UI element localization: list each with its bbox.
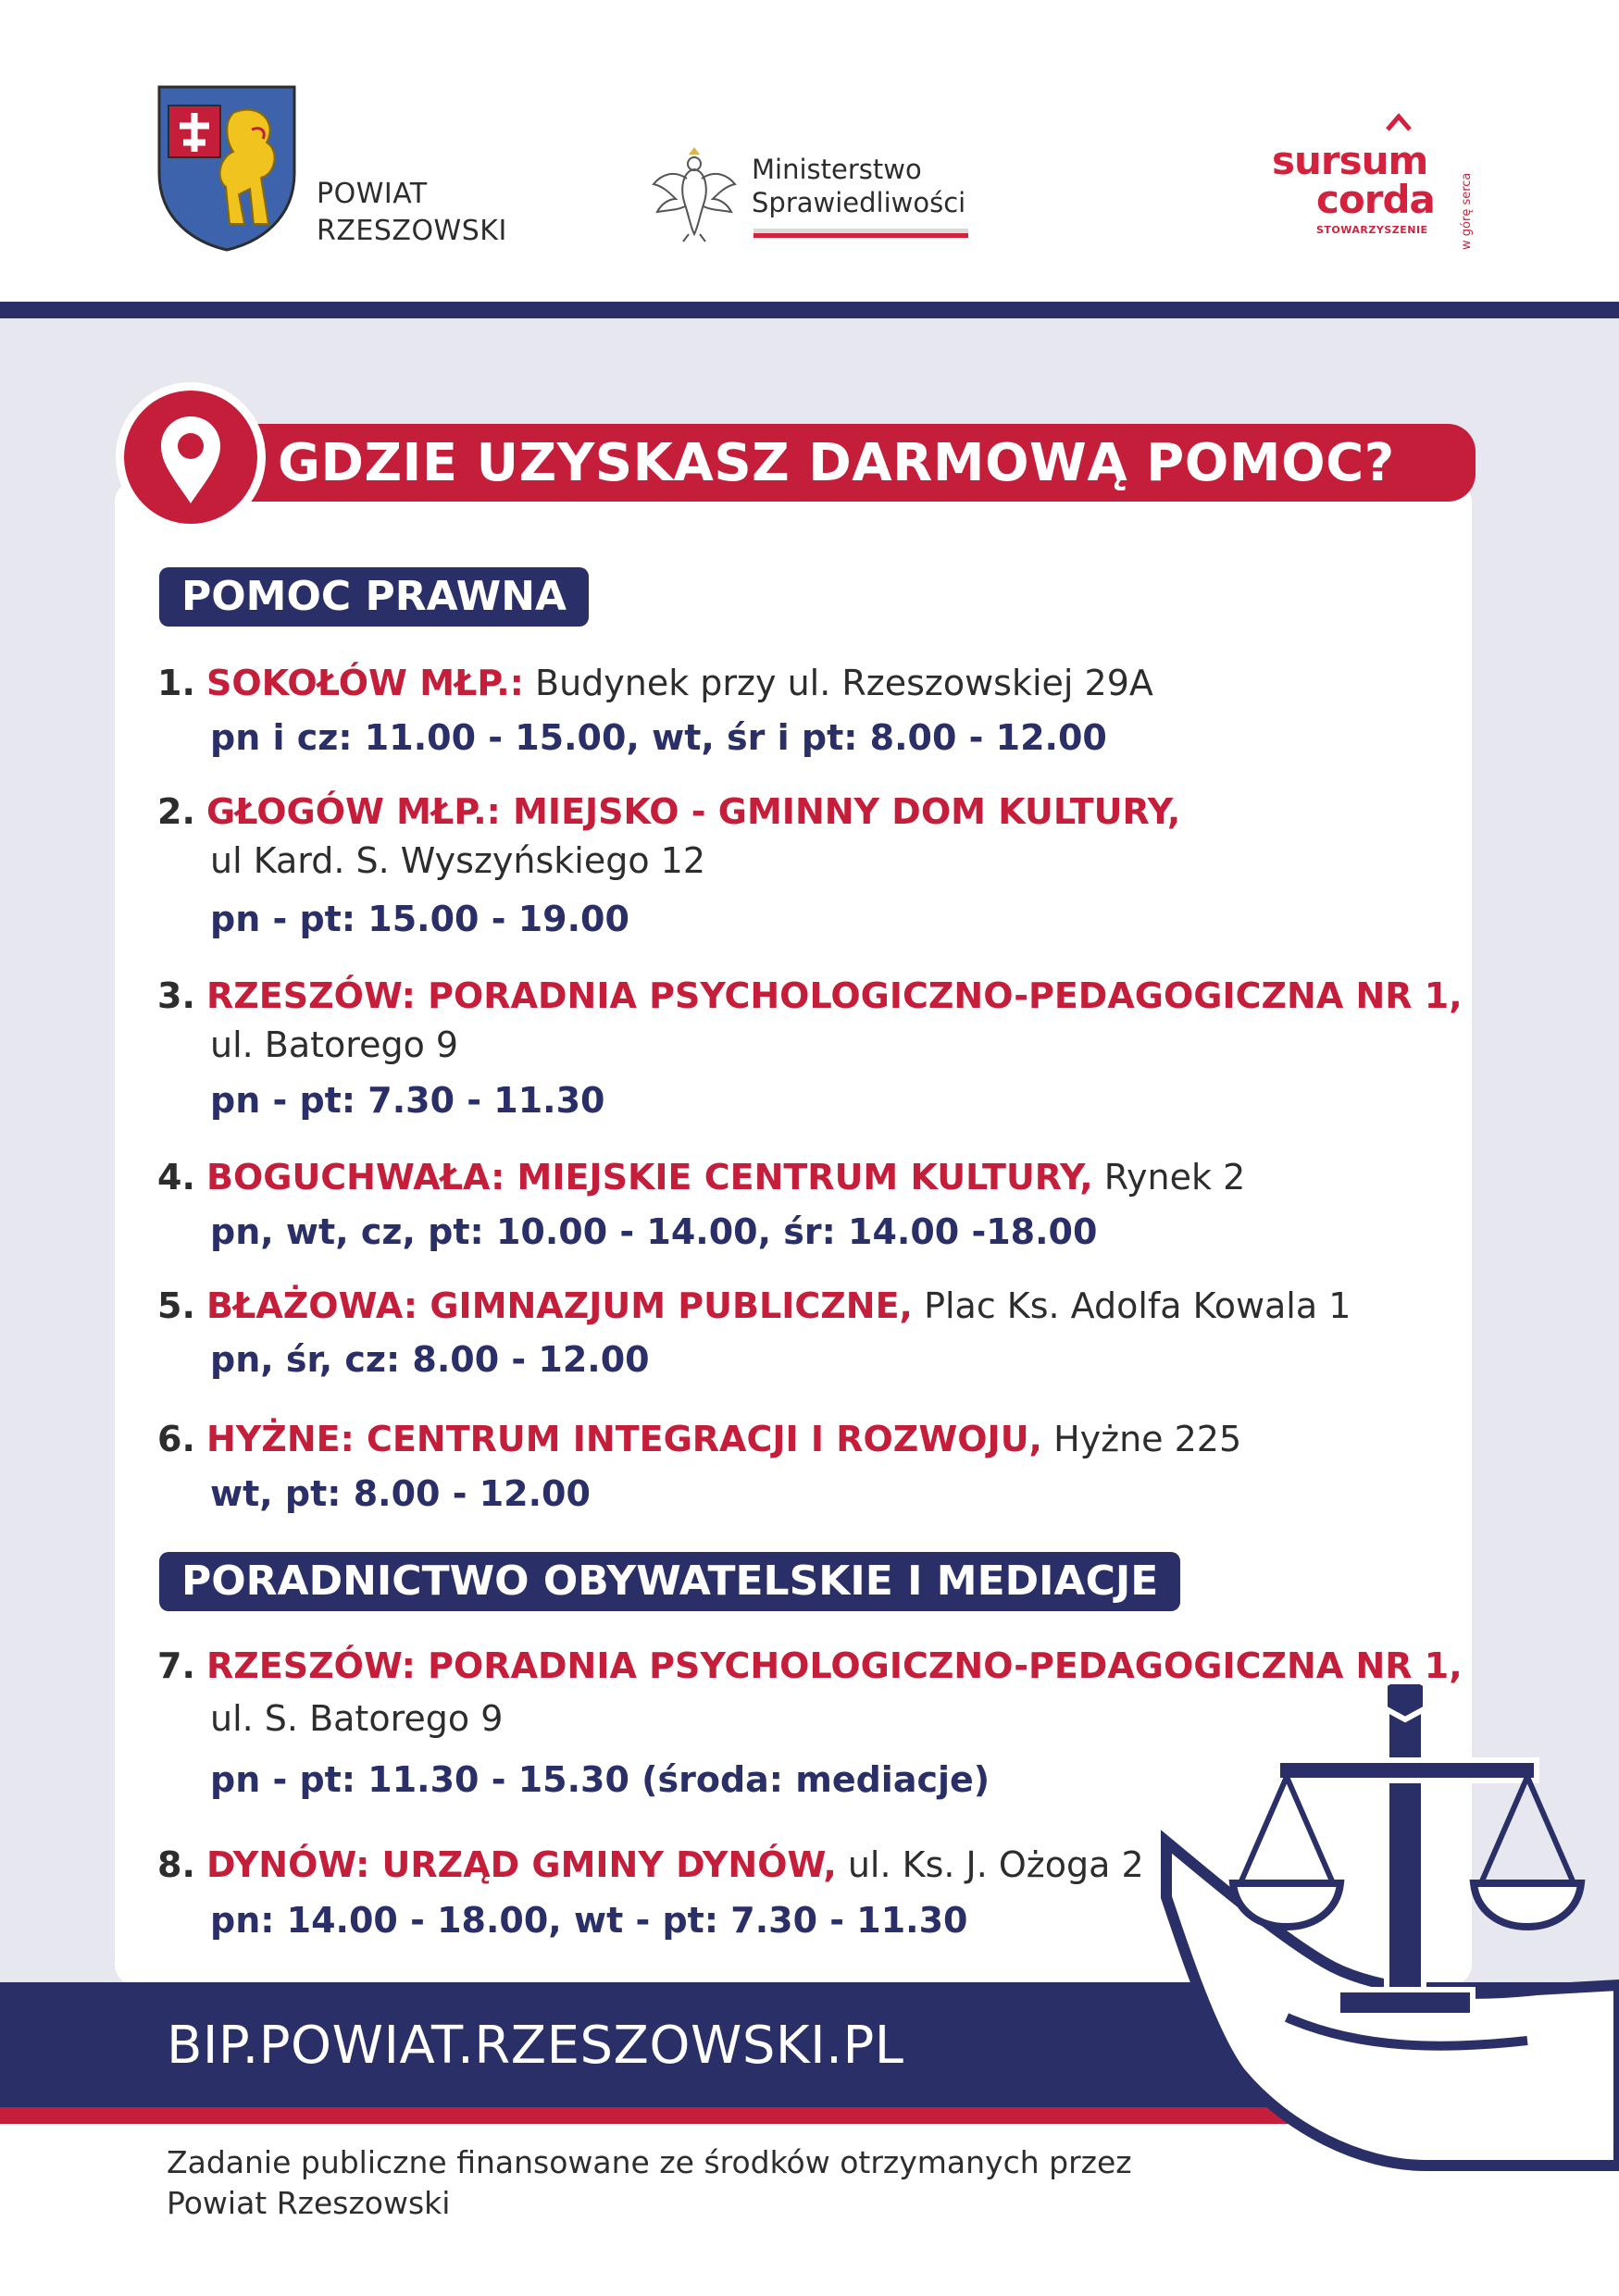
pin-badge xyxy=(116,382,266,532)
list-item-hours: pn, śr, cz: 8.00 - 12.00 xyxy=(210,1339,650,1380)
sursum-sub: STOWARZYSZENIE xyxy=(1316,224,1428,236)
list-item-4-heading xyxy=(157,1154,1245,1200)
list-item-number: 5. xyxy=(157,1285,195,1326)
coat-of-arms-icon xyxy=(157,85,296,252)
ministry-flag xyxy=(753,229,968,238)
list-item-place: RZESZÓW: PORADNIA PSYCHOLOGICZNO-PEDAGOGICZNA NR 1, xyxy=(205,1645,1463,1686)
list-item-number: 2. xyxy=(157,791,195,832)
list-item-5-heading xyxy=(157,1283,1351,1329)
list-item-8-heading xyxy=(157,1842,1144,1888)
location-pin-icon xyxy=(124,391,257,524)
list-item-place: BOGUCHWAŁA: MIEJSKIE CENTRUM KULTURY, xyxy=(205,1157,1093,1198)
list-item-hours: pn - pt: 11.30 - 15.30 (środa: mediacje) xyxy=(210,1759,990,1800)
list-item-6-heading xyxy=(157,1416,1241,1462)
section-legal-aid-label: POMOC PRAWNA xyxy=(159,567,589,627)
list-item-address: Plac Ks. Adolfa Kowala 1 xyxy=(912,1285,1351,1326)
footer-note-line2: Powiat Rzeszowski xyxy=(167,2185,451,2221)
sursum-word1: sursum xyxy=(1272,138,1428,183)
list-item-address: ul Kard. S. Wyszyńskiego 12 xyxy=(210,840,706,881)
list-item-number: 3. xyxy=(157,975,195,1016)
list-item-hours: pn i cz: 11.00 - 15.00, wt, śr i pt: 8.00 - 12.00 xyxy=(210,717,1107,758)
list-item-address: ul. Ks. J. Ożoga 2 xyxy=(836,1844,1144,1885)
sursum-corda-logo xyxy=(1268,113,1490,252)
list-item-place: SOKOŁÓW MŁP.: xyxy=(205,663,524,703)
footer-url: BIP.POWIAT.RZESZOWSKI.PL xyxy=(167,2016,904,2076)
header-rule xyxy=(0,302,1619,318)
list-item-hours: wt, pt: 8.00 - 12.00 xyxy=(210,1473,591,1514)
eagle-emblem-icon xyxy=(648,142,741,243)
justice-scale-icon xyxy=(1148,1684,1619,2296)
list-item-number: 4. xyxy=(157,1157,195,1198)
list-item-address: ul. S. Batorego 9 xyxy=(210,1698,504,1739)
list-item-place: GŁOGÓW MŁP.: MIEJSKO - GMINNY DOM KULTURY, xyxy=(205,791,1181,832)
list-item-hours: pn - pt: 15.00 - 19.00 xyxy=(210,899,629,939)
sursum-caret-icon xyxy=(1385,113,1413,131)
ministry-name xyxy=(752,153,965,219)
list-item-place: DYNÓW: URZĄD GMINY DYNÓW, xyxy=(205,1844,837,1885)
list-item-number: 6. xyxy=(157,1419,195,1459)
list-item-2-heading xyxy=(157,788,1180,835)
powiat-logo xyxy=(157,85,507,252)
list-item-1-heading xyxy=(157,660,1153,706)
sursum-word2: corda xyxy=(1316,177,1435,222)
powiat-name xyxy=(317,176,507,250)
list-item-address: Hyżne 225 xyxy=(1042,1419,1242,1459)
list-item-address: Rynek 2 xyxy=(1092,1157,1246,1198)
list-item-address: Budynek przy ul. Rzeszowskiej 29A xyxy=(523,663,1153,703)
list-item-number: 1. xyxy=(157,663,195,703)
ministry-line2: Sprawiedliwości xyxy=(752,187,966,218)
list-item-3-heading xyxy=(157,973,1463,1019)
footer-note-line1: Zadanie publiczne finansowane ze środków otrzymanych przez xyxy=(167,2144,1132,2180)
list-item-address: ul. Batorego 9 xyxy=(210,1024,459,1065)
powiat-line1: POWIAT xyxy=(317,178,428,210)
list-item-number: 7. xyxy=(157,1645,195,1686)
list-item-hours: pn: 14.00 - 18.00, wt - pt: 7.30 - 11.30 xyxy=(210,1900,968,1941)
footer-note xyxy=(167,2142,1132,2224)
list-item-place: BŁAŻOWA: GIMNAZJUM PUBLICZNE, xyxy=(205,1285,913,1326)
list-item-number: 8. xyxy=(157,1844,195,1885)
ministry-line1: Ministerstwo xyxy=(752,154,922,185)
list-item-hours: pn - pt: 7.30 - 11.30 xyxy=(210,1080,605,1121)
section-civic-advice-label: PORADNICTWO OBYWATELSKIE I MEDIACJE xyxy=(159,1552,1180,1611)
list-item-place: HYŻNE: CENTRUM INTEGRACJI I ROZWOJU, xyxy=(205,1419,1042,1459)
page-title: GDZIE UZYSKASZ DARMOWĄ POMOC? xyxy=(278,433,1395,493)
ministry-logo xyxy=(648,143,981,254)
list-item-hours: pn, wt, cz, pt: 10.00 - 14.00, śr: 14.00 -18.00 xyxy=(210,1211,1098,1252)
list-item-7-heading xyxy=(157,1643,1463,1689)
list-item-place: RZESZÓW: PORADNIA PSYCHOLOGICZNO-PEDAGOGICZNA NR 1, xyxy=(205,975,1463,1016)
sursum-vertical: w górę serca xyxy=(1460,172,1474,250)
powiat-line2: RZESZOWSKI xyxy=(317,215,507,247)
